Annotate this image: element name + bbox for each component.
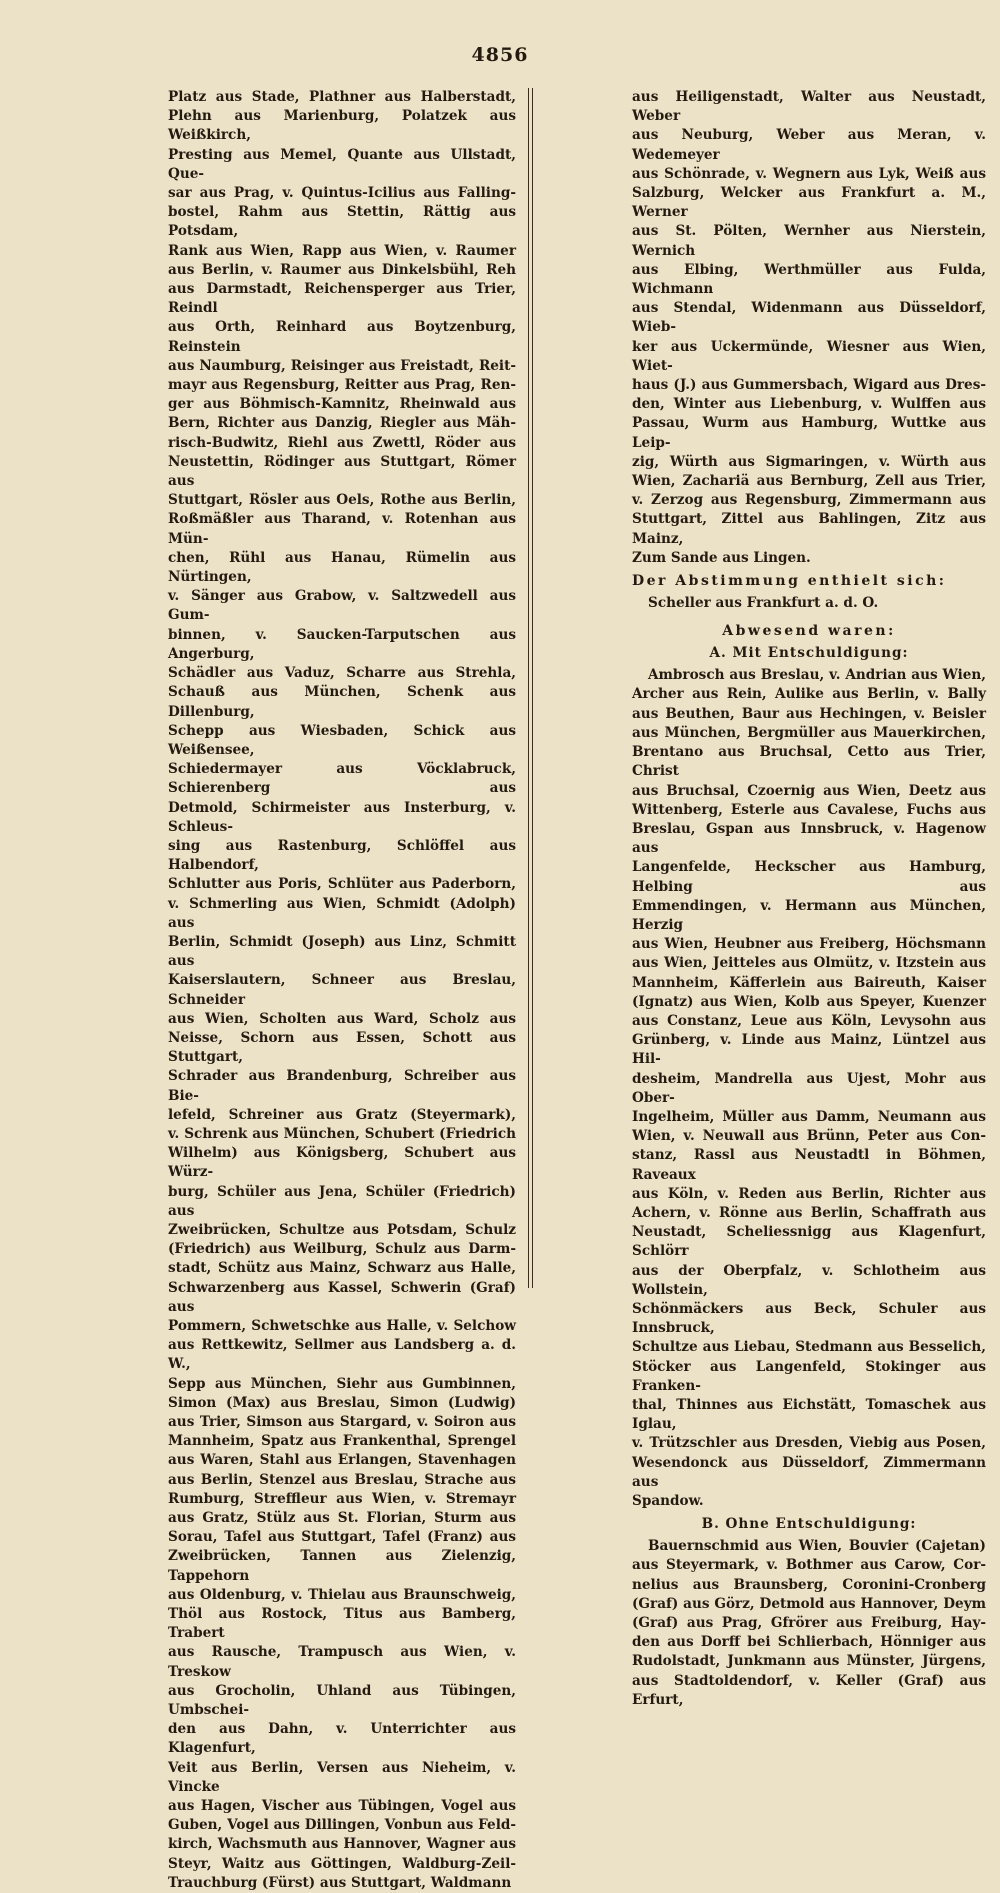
text-line: aus Steyermark, v. Bothmer aus Carow, Cor- [632, 1557, 986, 1574]
text-line: ker aus Uckermünde, Wiesner aus Wien, Wiet- [632, 338, 986, 374]
text-line: kirch, Wachsmuth aus Hannover, Wagner aus [168, 1836, 516, 1853]
text-line: risch-Budwitz, Riehl aus Zwettl, Röder aus [168, 434, 516, 451]
text-line: Salzburg, Welcker aus Frankfurt a. M., Werner [632, 185, 986, 221]
text-line: aus St. Pölten, Wernher aus Nierstein, Wernich [632, 223, 986, 259]
text-line: Roßmäßler aus Tharand, v. Rotenhan aus Mün- [168, 511, 516, 547]
page-number: 4856 [471, 44, 529, 66]
text-line: Schrader aus Brandenburg, Schreiber aus Bie- [168, 1068, 516, 1104]
text-line: Veit aus Berlin, Versen aus Nieheim, v. Vincke [168, 1759, 516, 1795]
text-line: Langenfelde, Heckscher aus Hamburg, Helbing aus [632, 859, 986, 895]
text-line: aus Wien, Scholten aus Ward, Scholz aus [168, 1010, 516, 1027]
text-line: (Graf) aus Prag, Gfrörer aus Freiburg, Hay- [632, 1615, 986, 1632]
text-line: zig, Würth aus Sigmaringen, v. Würth aus [632, 453, 986, 470]
text-line: Emmendingen, v. Hermann aus München, Herzig [632, 897, 986, 933]
text-line: aus Naumburg, Reisinger aus Freistadt, Reit- [168, 357, 516, 374]
unexcused-block [632, 1537, 986, 1710]
text-line: sing aus Rastenburg, Schlöffel aus Halbendorf, [168, 837, 516, 874]
excused-heading: A. Mit Entschuldigung: [709, 645, 909, 662]
text-line: aus München, Bergmüller aus Mauerkirchen, [632, 724, 986, 741]
text-line: Archer aus Rein, Aulike aus Berlin, v. Bally [632, 686, 986, 703]
text-line: aus Berlin, Stenzel aus Breslau, Strache aus [168, 1471, 516, 1488]
text-line: Spandow. [632, 1493, 704, 1510]
text-line: Wesendonck aus Düsseldorf, Zimmermann aus [632, 1454, 986, 1490]
text-line: (Friedrich) aus Weilburg, Schulz aus Darm- [168, 1241, 516, 1258]
text-line: Neisse, Schorn aus Essen, Schott aus Stuttgart, [168, 1029, 516, 1066]
text-line: aus Hagen, Vischer aus Tübingen, Vogel aus [168, 1798, 516, 1815]
text-line: (Ignatz) aus Wien, Kolb aus Speyer, Kuenzer [632, 993, 986, 1010]
text-line: aus Darmstadt, Reichensperger aus Trier, Reindl [168, 281, 516, 317]
continuation-block [632, 88, 986, 568]
text-line: aus Waren, Stahl aus Erlangen, Stavenhagen [168, 1452, 516, 1469]
text-line: Grünberg, v. Linde aus Mainz, Lüntzel aus Hil- [632, 1032, 986, 1068]
text-line: aus Köln, v. Reden aus Berlin, Richter aus [632, 1185, 986, 1202]
text-line: Ingelheim, Müller aus Damm, Neumann aus [632, 1108, 986, 1125]
text-line: Schepp aus Wiesbaden, Schick aus Weißensee, [168, 722, 516, 758]
text-line: den, Winter aus Liebenburg, v. Wulffen aus [632, 396, 986, 413]
text-line: Schönmäckers aus Beck, Schuler aus Innsbruck, [632, 1300, 986, 1337]
text-line: Thöl aus Rostock, Titus aus Bamberg, Trabert [168, 1606, 516, 1642]
abstention-text: Scheller aus Frankfurt a. d. O. [648, 595, 879, 612]
text-line: bostel, Rahm aus Stettin, Rättig aus Potsdam, [168, 204, 516, 240]
text-line: aus Berlin, v. Raumer aus Dinkelsbühl, Reh [168, 261, 516, 278]
text-line: aus Rettkewitz, Sellmer aus Landsberg a. d. W., [168, 1337, 516, 1373]
text-line: desheim, Mandrella aus Ujest, Mohr aus Ober- [632, 1070, 986, 1106]
text-line: Pommern, Schwetschke aus Halle, v. Selchow [168, 1318, 516, 1334]
text-line: (Graf) aus Görz, Detmold aus Hannover, Deym [632, 1595, 986, 1612]
text-line: Stuttgart, Rösler aus Oels, Rothe aus Berlin, [168, 492, 516, 509]
text-line: Detmold, Schirmeister aus Insterburg, v. Schleus- [168, 799, 516, 835]
text-line: Stöcker aus Langenfeld, Stokinger aus Franken- [632, 1358, 986, 1394]
text-line: aus Schönrade, v. Wegnern aus Lyk, Weiß aus [632, 165, 986, 182]
text-line: Achern, v. Rönne aus Berlin, Schaffrath aus [632, 1204, 986, 1221]
text-line: Sepp aus München, Siehr aus Gumbinnen, [168, 1375, 516, 1392]
text-line: v. Zerzog aus Regensburg, Zimmermann aus [632, 492, 986, 509]
text-line: aus Gratz, Stülz aus St. Florian, Sturm aus [168, 1510, 516, 1527]
text-line: aus Orth, Reinhard aus Boytzenburg, Reinstein [168, 319, 516, 355]
text-line: aus Wien, Jeitteles aus Olmütz, v. Itzstein aus [632, 955, 986, 972]
text-line: aus Neuburg, Weber aus Meran, v. Wedemeyer [632, 127, 986, 163]
text-line: stadt, Schütz aus Mainz, Schwarz aus Halle, [168, 1260, 516, 1277]
text-line: Neustettin, Rödinger aus Stuttgart, Römer aus [168, 453, 516, 490]
text-line: Bern, Richter aus Danzig, Riegler aus Mäh- [168, 415, 516, 432]
text-line: Simon (Max) aus Breslau, Simon (Ludwig) [168, 1394, 516, 1411]
text-line: aus Heiligenstadt, Walter aus Neustadt, Weber [632, 89, 986, 125]
text-line: Wilhelm) aus Königsberg, Schubert aus Würz- [168, 1145, 516, 1181]
text-line: aus Bruchsal, Czoernig aus Wien, Deetz aus [632, 782, 986, 799]
text-line: Berlin, Schmidt (Joseph) aus Linz, Schmitt aus [168, 933, 516, 970]
text-line: v. Schrenk aus München, Schubert (Friedrich [168, 1125, 516, 1142]
text-line: den aus Dorff bei Schlierbach, Hönniger aus [632, 1634, 986, 1651]
text-line: Zum Sande aus Lingen. [632, 549, 811, 566]
text-line: burg, Schüler aus Jena, Schüler (Friedrich) aus [168, 1183, 516, 1219]
text-line: Sorau, Tafel aus Stuttgart, Tafel (Franz) aus [168, 1529, 516, 1546]
text-line: chen, Rühl aus Hanau, Rümelin aus Nürtingen, [168, 549, 516, 586]
text-line: aus Grocholin, Uhland aus Tübingen, Umbschei- [168, 1682, 516, 1719]
text-line: Trauchburg (Fürst) aus Stuttgart, Waldmann [168, 1874, 512, 1891]
text-line: Brentano aus Bruchsal, Cetto aus Trier, Christ [632, 744, 986, 780]
text-line: aus Elbing, Werthmüller aus Fulda, Wichmann [632, 261, 986, 298]
text-line: stanz, Rassl aus Neustadtl in Böhmen, Raveaux [632, 1147, 986, 1183]
text-line: Schiedermayer aus Vöcklabruck, Schierenberg aus [168, 761, 516, 797]
text-line: Ambrosch aus Breslau, v. Andrian aus Wien, [648, 667, 986, 684]
text-line: Passau, Wurm aus Hamburg, Wuttke aus Leip- [632, 415, 986, 451]
text-line: Plehn aus Marienburg, Polatzek aus Weißkirch, [168, 108, 516, 144]
text-line: den aus Dahn, v. Unterrichter aus Klagenfurt, [168, 1721, 516, 1757]
absent-heading: Abwesend waren: [722, 623, 896, 640]
text-line: Stuttgart, Zittel aus Bahlingen, Zitz aus Mainz, [632, 511, 986, 547]
text-line: Schauß aus München, Schenk aus Dillenburg, [168, 684, 516, 720]
text-line: aus Rausche, Trampusch aus Wien, v. Treskow [168, 1644, 516, 1680]
text-line: aus der Oberpfalz, v. Schlotheim aus Wollstein, [632, 1262, 986, 1298]
text-line: aus Stendal, Widenmann aus Düsseldorf, Wieb- [632, 300, 986, 336]
text-line: aus Trier, Simson aus Stargard, v. Soiron aus [168, 1414, 516, 1431]
text-line: Steyr, Waitz aus Göttingen, Waldburg-Zeil- [168, 1855, 516, 1872]
text-line: ger aus Böhmisch-Kamnitz, Rheinwald aus [168, 396, 516, 413]
text-line: nelius aus Braunsberg, Coronini-Cronberg [632, 1576, 986, 1593]
text-line: Rumburg, Streffleur aus Wien, v. Stremayr [168, 1490, 516, 1507]
text-line: Kaiserslautern, Schneer aus Breslau, Schneider [168, 972, 516, 1008]
text-line: Schlutter aus Poris, Schlüter aus Paderborn, [168, 876, 516, 893]
text-line: mayr aus Regensburg, Reitter aus Prag, Ren- [168, 377, 516, 394]
text-line: Wien, Zachariä aus Bernburg, Zell aus Trier, [632, 473, 986, 490]
text-line: Breslau, Gspan aus Innsbruck, v. Hagenow aus [632, 820, 986, 857]
text-line: aus Beuthen, Baur aus Hechingen, v. Beisler [632, 705, 986, 722]
text-line: lefeld, Schreiner aus Gratz (Steyermark), [168, 1106, 516, 1123]
left-column [168, 88, 516, 1893]
text-line: aus Wien, Heubner aus Freiberg, Höchsmann [632, 936, 986, 953]
text-line: Mannheim, Käfferlein aus Baireuth, Kaiser [632, 974, 986, 991]
text-line: Rank aus Wien, Rapp aus Wien, v. Raumer [168, 242, 516, 259]
text-line: Schwarzenberg aus Kassel, Schwerin (Graf) aus [168, 1279, 516, 1315]
text-line: Guben, Vogel aus Dillingen, Vonbun aus Feld- [168, 1817, 516, 1834]
abstention-heading: Der Abstimmung enthielt sich: [632, 573, 947, 590]
text-line: Mannheim, Spatz aus Frankenthal, Sprengel [168, 1433, 516, 1450]
text-line: aus Constanz, Leue aus Köln, Levysohn aus [632, 1012, 986, 1029]
text-line: v. Schmerling aus Wien, Schmidt (Adolph) aus [168, 895, 516, 931]
text-line: sar aus Prag, v. Quintus-Icilius aus Falling- [168, 185, 516, 202]
text-line: Zweibrücken, Schultze aus Potsdam, Schulz [168, 1221, 516, 1238]
column-divider [528, 88, 533, 1288]
text-line: thal, Thinnes aus Eichstätt, Tomaschek aus Iglau, [632, 1397, 986, 1433]
text-line: Wien, v. Neuwall aus Brünn, Peter aus Con- [632, 1128, 986, 1145]
text-line: Schädler aus Vaduz, Scharre aus Strehla, [168, 665, 516, 682]
right-column [632, 88, 986, 1710]
text-line: Zweibrücken, Tannen aus Zielenzig, Tappehorn [168, 1548, 516, 1584]
text-line: v. Trützschler aus Dresden, Viebig aus Posen, [632, 1435, 986, 1452]
text-line: Wittenberg, Esterle aus Cavalese, Fuchs aus [632, 801, 986, 818]
text-line: Presting aus Memel, Quante aus Ullstadt, Que- [168, 146, 516, 182]
text-line: v. Sänger aus Grabow, v. Saltzwedell aus Gum- [168, 588, 516, 624]
unexcused-heading: B. Ohne Entschuldigung: [701, 1516, 917, 1533]
text-line: Bauernschmid aus Wien, Bouvier (Cajetan) [648, 1538, 986, 1555]
text-line: Platz aus Stade, Plathner aus Halberstadt, [168, 89, 516, 105]
text-line: aus Stadtoldendorf, v. Keller (Graf) aus Erfurt, [632, 1672, 986, 1708]
text-line: haus (J.) aus Gummersbach, Wigard aus Dres- [632, 377, 986, 394]
text-line: aus Oldenburg, v. Thielau aus Braunschweig, [168, 1586, 516, 1603]
text-line: binnen, v. Saucken-Tarputschen aus Angerburg, [168, 626, 516, 662]
text-line: Neustadt, Scheliessnigg aus Klagenfurt, Schlörr [632, 1224, 986, 1260]
excused-block [632, 666, 986, 1511]
text-line: Rudolstadt, Junkmann aus Münster, Jürgens, [632, 1653, 986, 1670]
text-line: Schultze aus Liebau, Stedmann aus Besselich, [632, 1339, 986, 1356]
